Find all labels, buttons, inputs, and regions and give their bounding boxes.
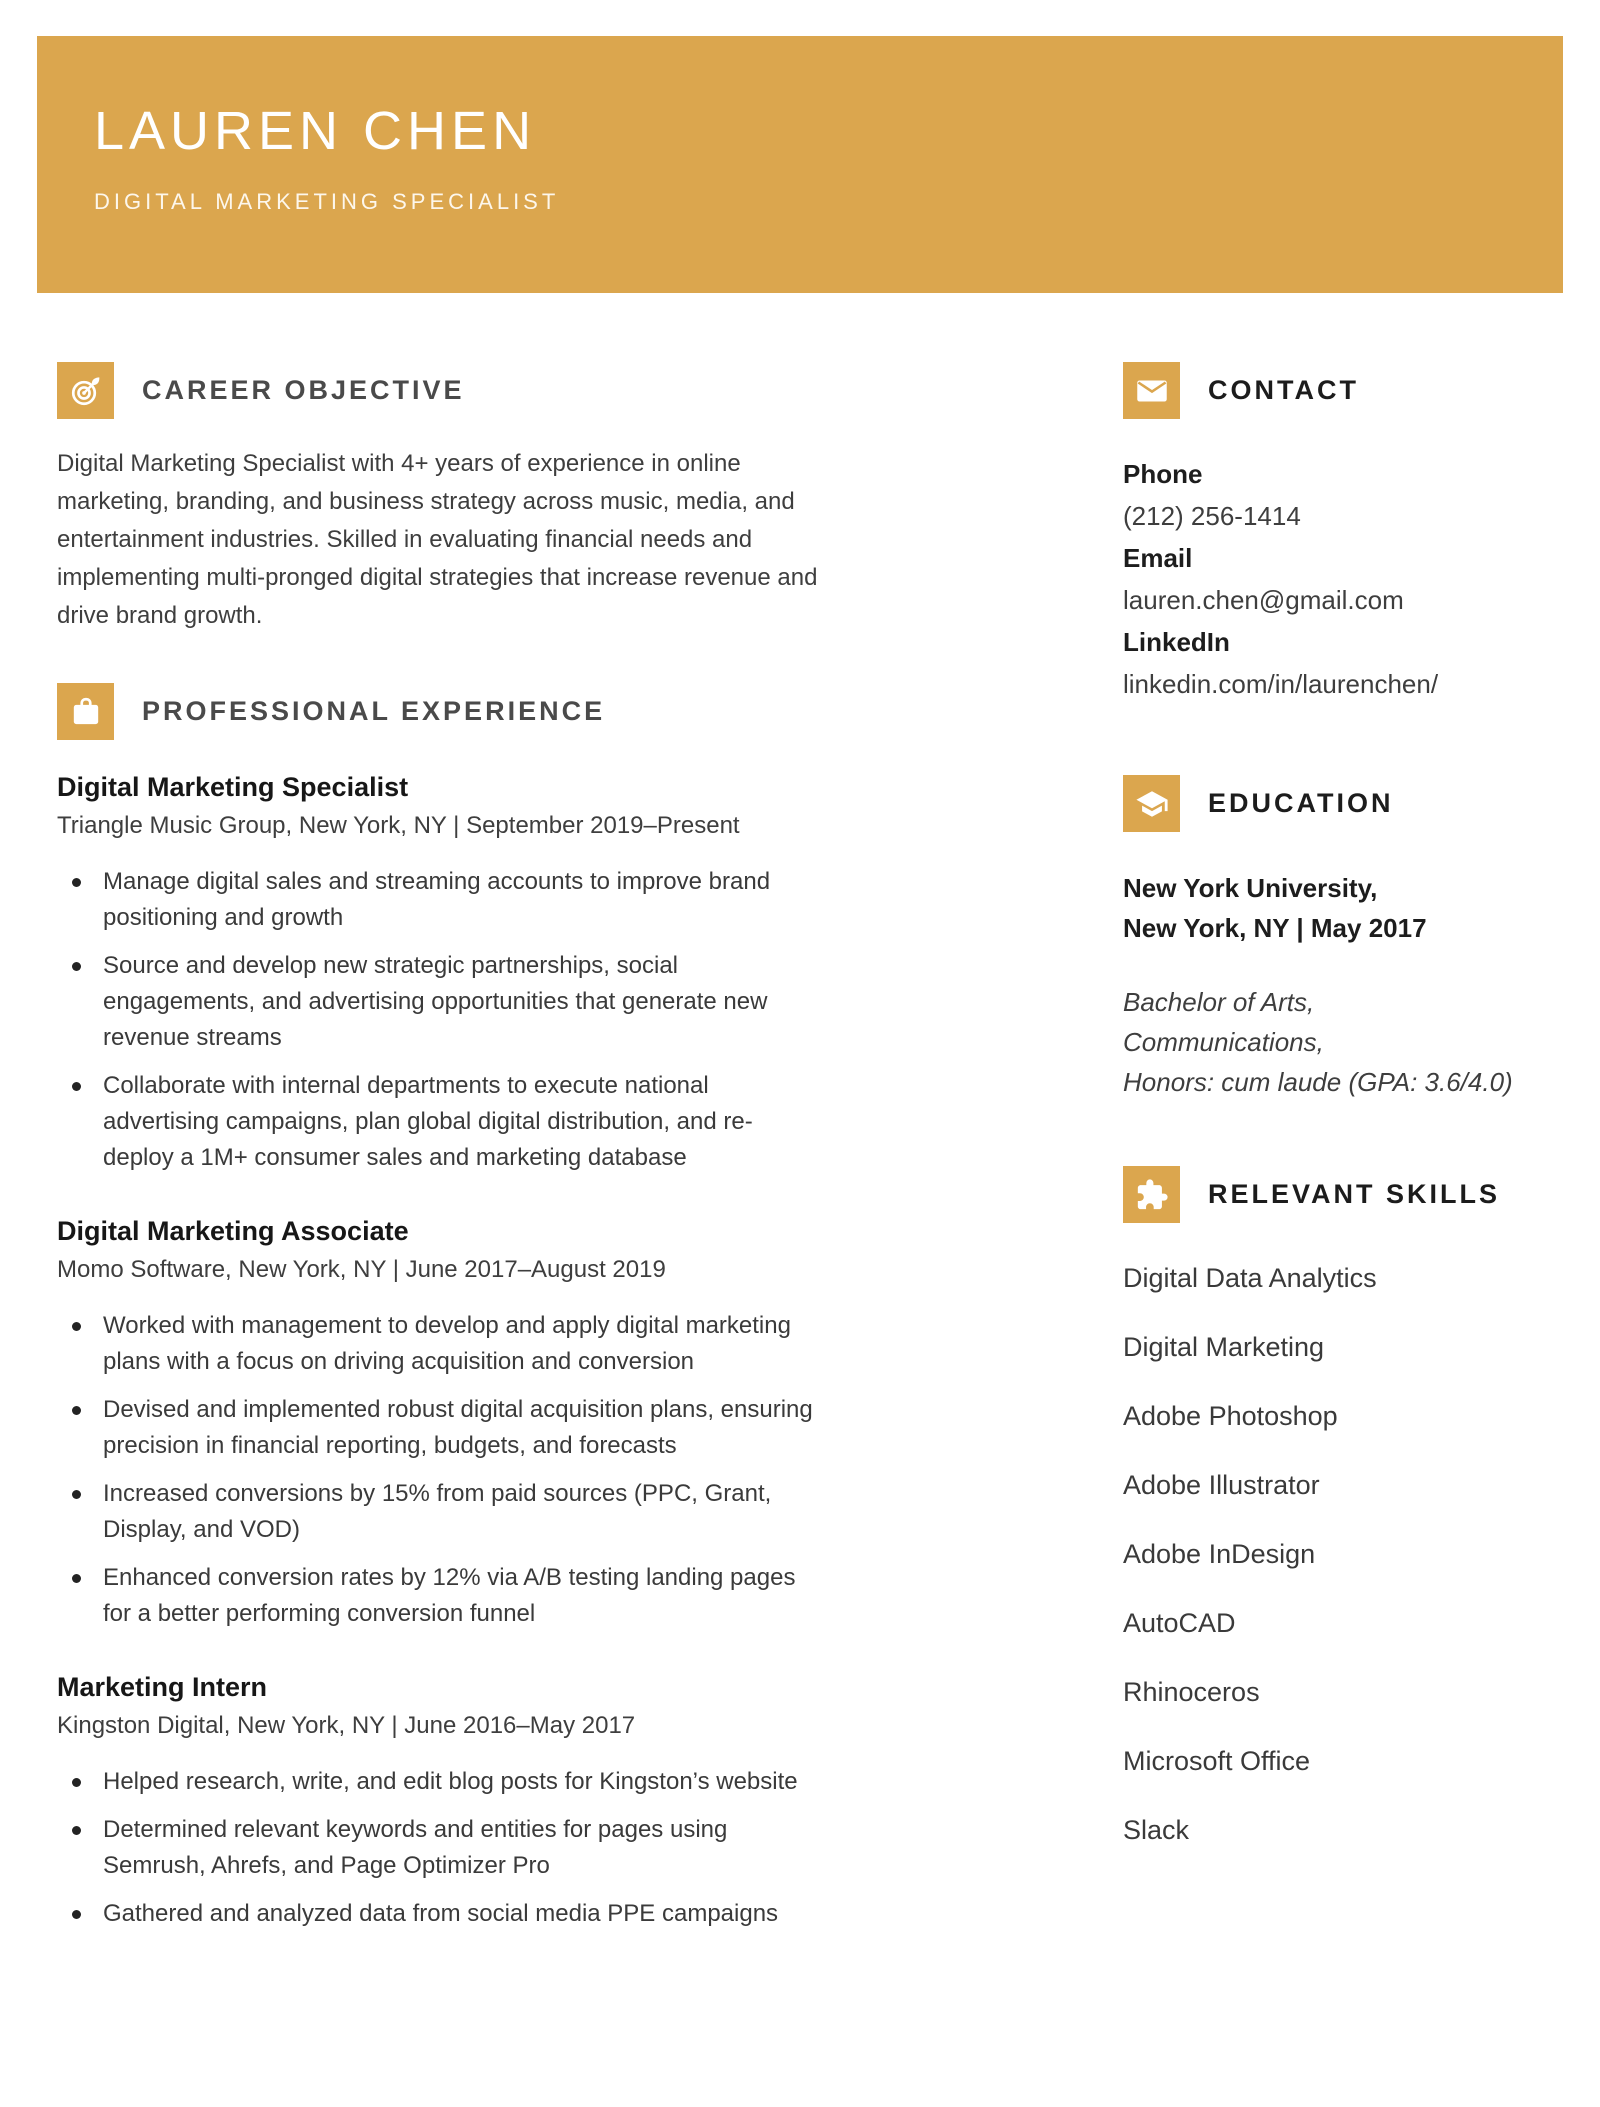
education-honors: Honors: cum laude (GPA: 3.6/4.0) [1123,1067,1513,1097]
job-entry [57,770,819,1176]
skill-item: Digital Data Analytics [1123,1263,1377,1293]
skills-header [1123,1166,1563,1223]
skills-heading: RELEVANT SKILLS [1208,1179,1501,1209]
bullet-item: Source and develop new strategic partnerships, social engagements, and advertising opportunities that generate new revenue streams [57,948,819,1056]
bullet-item: Devised and implemented robust digital acquisition plans, ensuring precision in financial reporting, budgets, and forecasts [57,1392,819,1464]
contact-linkedin-value: linkedin.com/in/laurenchen/ [1123,669,1439,699]
content-columns [0,362,1600,1944]
education-school [1123,868,1563,948]
job-title-heading: Marketing Intern [57,1672,268,1702]
section-professional-experience [57,683,819,1932]
job-bullet-list [57,864,819,1176]
target-icon [57,362,114,419]
bullet-item: Determined relevant keywords and entities for pages using Semrush, Ahrefs, and Page Optimizer Pro [57,1812,819,1884]
contact-phone-value: (212) 256-1414 [1123,501,1301,531]
career-objective-header [57,362,819,419]
education-degree: Bachelor of Arts, [1123,987,1315,1017]
bullet-item: Helped research, write, and edit blog posts for Kingston’s website [57,1764,819,1800]
contact-label: LinkedIn [1123,627,1230,657]
education-school-line: New York, NY | May 2017 [1123,913,1427,943]
skill-item: Adobe Illustrator [1123,1470,1320,1500]
skill-item: Adobe InDesign [1123,1539,1316,1569]
section-education [1123,775,1563,1102]
job-entry [57,1214,819,1632]
header-band [37,36,1563,293]
job-meta: Triangle Music Group, New York, NY | September 2019–Present [57,812,740,839]
person-job-title: DIGITAL MARKETING SPECIALIST [94,189,560,215]
job-meta: Momo Software, New York, NY | June 2017–August 2019 [57,1256,666,1283]
education-heading: EDUCATION [1208,788,1394,818]
bullet-item: Worked with management to develop and apply digital marketing plans with a focus on driving acquisition and conversion [57,1308,819,1380]
section-contact [1123,362,1563,705]
resume-page [0,36,1600,1944]
skill-item: Slack [1123,1815,1190,1845]
job-bullet-list [57,1308,819,1632]
puzzle-icon [1123,1166,1180,1223]
education-header [1123,775,1563,832]
skill-item: Microsoft Office [1123,1746,1311,1776]
contact-label: Email [1123,543,1193,573]
briefcase-icon [57,683,114,740]
person-name: LAUREN CHEN [94,101,537,161]
section-relevant-skills [1123,1166,1563,1846]
education-details [1123,982,1563,1102]
contact-email-value: lauren.chen@gmail.com [1123,585,1404,615]
experience-heading: PROFESSIONAL EXPERIENCE [142,696,606,726]
job-title-heading: Digital Marketing Specialist [57,772,409,802]
job-bullet-list [57,1764,819,1932]
right-column [1123,362,1563,1884]
skill-item: Rhinoceros [1123,1677,1260,1707]
career-objective-heading: CAREER OBJECTIVE [142,375,465,405]
contact-heading: CONTACT [1208,375,1359,405]
contact-list [1123,453,1563,705]
job-title-heading: Digital Marketing Associate [57,1216,409,1246]
bullet-item: Gathered and analyzed data from social media PPE campaigns [57,1896,819,1932]
skill-item: Digital Marketing [1123,1332,1325,1362]
skill-item: Adobe Photoshop [1123,1401,1338,1431]
graduation-cap-icon [1123,775,1180,832]
career-objective-text: Digital Marketing Specialist with 4+ years of experience in online marketing, branding, and business strategy across music, media, and entertainment industries. Skilled in evaluating financial needs and implementing multi-pronged digital strategies that increase revenue and drive brand growth. [57,450,818,629]
section-career-objective [57,362,819,635]
education-major: Communications, [1123,1027,1324,1057]
bullet-item: Increased conversions by 15% from paid sources (PPC, Grant, Display, and VOD) [57,1476,819,1548]
envelope-icon [1123,362,1180,419]
contact-label: Phone [1123,459,1203,489]
skills-list [1123,1263,1563,1846]
experience-header [57,683,819,740]
left-column [57,362,819,1944]
bullet-item: Collaborate with internal departments to execute national advertising campaigns, plan global digital distribution, and re-deploy a 1M+ consumer sales and marketing database [57,1068,819,1176]
bullet-item: Manage digital sales and streaming accounts to improve brand positioning and growth [57,864,819,936]
job-entry [57,1670,819,1932]
skill-item: AutoCAD [1123,1608,1236,1638]
job-meta: Kingston Digital, New York, NY | June 2016–May 2017 [57,1712,636,1739]
education-school-line: New York University, [1123,873,1378,903]
contact-header [1123,362,1563,419]
bullet-item: Enhanced conversion rates by 12% via A/B testing landing pages for a better performing conversion funnel [57,1560,819,1632]
